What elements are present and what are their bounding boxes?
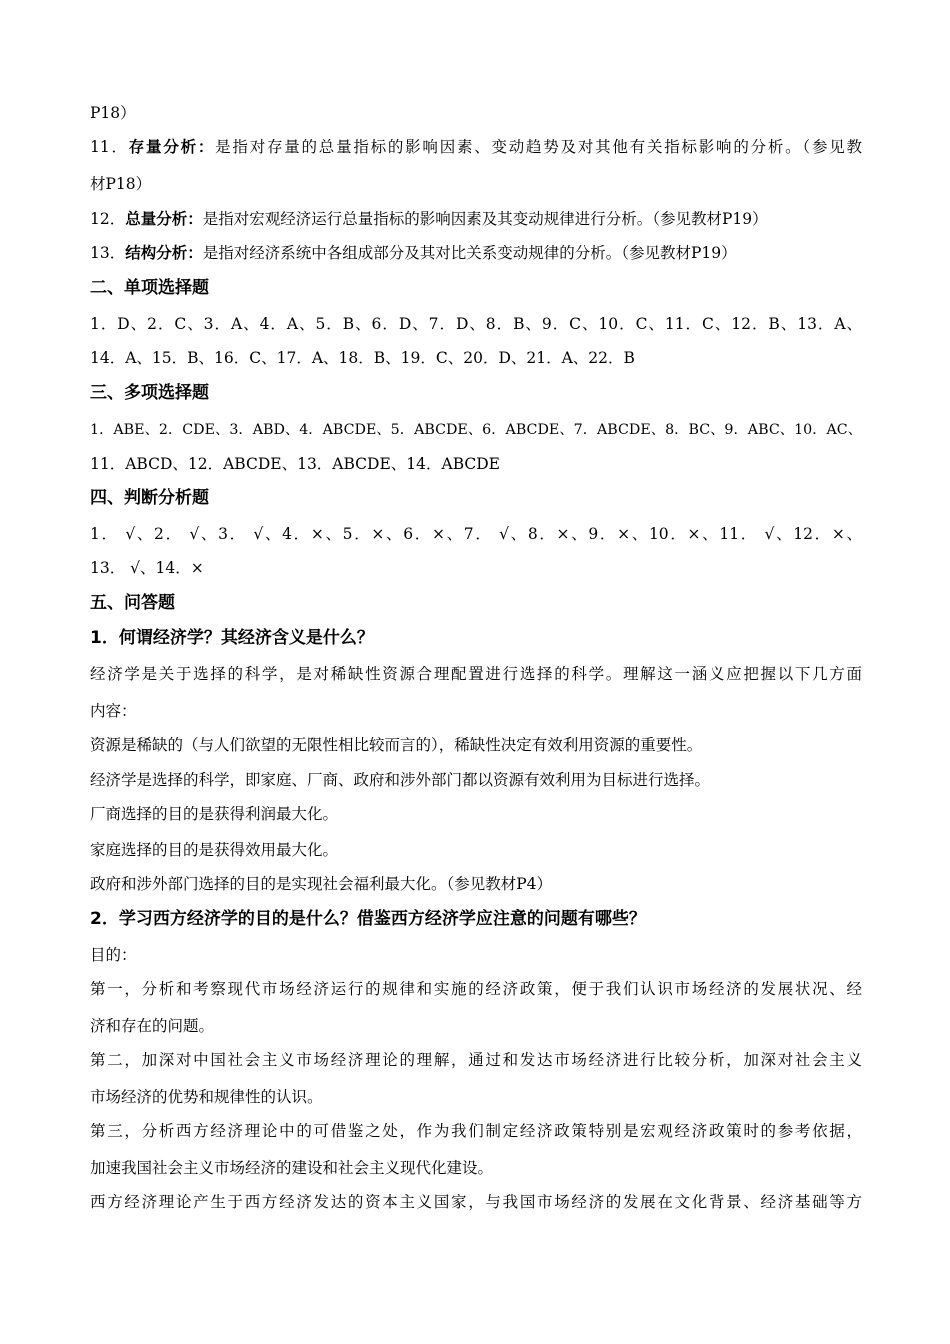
answer-2-line-7: 加速我国社会主义市场经济的建设和社会主义现代化建设。 <box>90 1159 494 1177</box>
question-2-title: 2．学习西方经济学的目的是什么？借鉴西方经济学应注意的问题有哪些？ <box>90 909 646 929</box>
answer-2-line-6: 第三，分析西方经济理论中的可借鉴之处，作为我们制定经济政策特别是宏观经济政策时的参考依据， <box>90 1122 862 1140</box>
section-heading-multiple-choice: 三、多项选择题 <box>90 383 209 403</box>
definition-text: 是指对宏观经济运行总量指标的影响因素及其变动规律进行分析。（参见教材P19） <box>202 210 768 228</box>
answer-1-line-3: 资源是稀缺的（与人们欲望的无限性相比较而言的），稀缺性决定有效利用资源的重要性。 <box>90 736 703 754</box>
answer-1-line-6: 家庭选择的目的是获得效用最大化。 <box>90 841 339 859</box>
definition-term: 结构分析： <box>125 244 203 262</box>
definition-text: 是指对存量的总量指标的影响因素、变动趋势及对其他有关指标影响的分析。（参见教 <box>215 138 862 156</box>
answer-1-line-4: 经济学是选择的科学，即家庭、厂商、政府和涉外部门都以资源有效利用为目标进行选择。 <box>90 771 711 789</box>
definition-number: 11． <box>90 138 129 156</box>
answer-1-line-5: 厂商选择的目的是获得利润最大化。 <box>90 805 339 823</box>
answer-2-line-8: 西方经济理论产生于西方经济发达的资本主义国家，与我国市场经济的发展在文化背景、经济基础等方 <box>90 1193 862 1211</box>
true-false-answers-line-1: 1． √、2． √、3． √、4．×、5．×、6．×、7． √、8．×、9．×、10．×、11． √、12．×、 <box>90 525 862 543</box>
definition-number: 13． <box>90 244 126 262</box>
definition-number: 12． <box>90 210 126 228</box>
definition-term: 总量分析： <box>125 210 203 228</box>
definition-12 <box>90 207 862 231</box>
true-false-answers-line-2: 13． √、14．× <box>90 559 204 577</box>
answer-1-line-7: 政府和涉外部门选择的目的是实现社会福利最大化。（参见教材P4） <box>90 875 553 893</box>
section-heading-true-false: 四、判断分析题 <box>90 488 209 508</box>
answer-2-line-2: 第一，分析和考察现代市场经济运行的规律和实施的经济政策，便于我们认识市场经济的发展状况、经 <box>90 980 862 998</box>
answer-2-line-1: 目的： <box>90 946 137 964</box>
answer-2-line-5: 市场经济的优势和规律性的认识。 <box>90 1088 323 1106</box>
section-heading-qa: 五、问答题 <box>90 593 175 613</box>
multiple-choice-answers-line-2: 11．ABCD、12．ABCDE、13．ABCDE、14．ABCDE <box>90 455 500 473</box>
definition-term: 存量分析： <box>128 138 216 156</box>
answer-1-line-1: 经济学是关于选择的科学，是对稀缺性资源合理配置进行选择的科学。理解这一涵义应把握以下几方面 <box>90 665 862 683</box>
answer-1-line-2: 内容： <box>90 702 137 720</box>
definition-11-continuation: 材P18） <box>90 175 152 193</box>
answer-2-line-4: 第二，加深对中国社会主义市场经济理论的理解，通过和发达市场经济进行比较分析，加深对社会主义 <box>90 1051 862 1069</box>
definition-13 <box>90 241 862 265</box>
definition-text: 是指对经济系统中各组成部分及其对比关系变动规律的分析。（参见教材P19） <box>202 244 737 262</box>
multiple-choice-answers-line-1: 1．ABE、2．CDE、3．ABD、4．ABCDE、5．ABCDE、6．ABCDE、7．ABCDE、8．BC、9．ABC、10．AC、 <box>90 422 862 438</box>
section-heading-single-choice: 二、单项选择题 <box>90 278 209 298</box>
definition-10-continuation: P18） <box>90 104 136 122</box>
single-choice-answers-line-1: 1．D、2．C、3．A、4．A、5．B、6．D、7．D、8．B、9．C、10．C、11．C、12．B、13．A、 <box>90 315 862 333</box>
single-choice-answers-line-2: 14．A、15．B、16．C、17．A、18．B、19．C、20．D、21．A、22．B <box>90 349 635 367</box>
definition-11 <box>90 135 862 159</box>
answer-2-line-3: 济和存在的问题。 <box>90 1017 215 1035</box>
question-1-title: 1．何谓经济学？其经济含义是什么？ <box>90 628 374 648</box>
